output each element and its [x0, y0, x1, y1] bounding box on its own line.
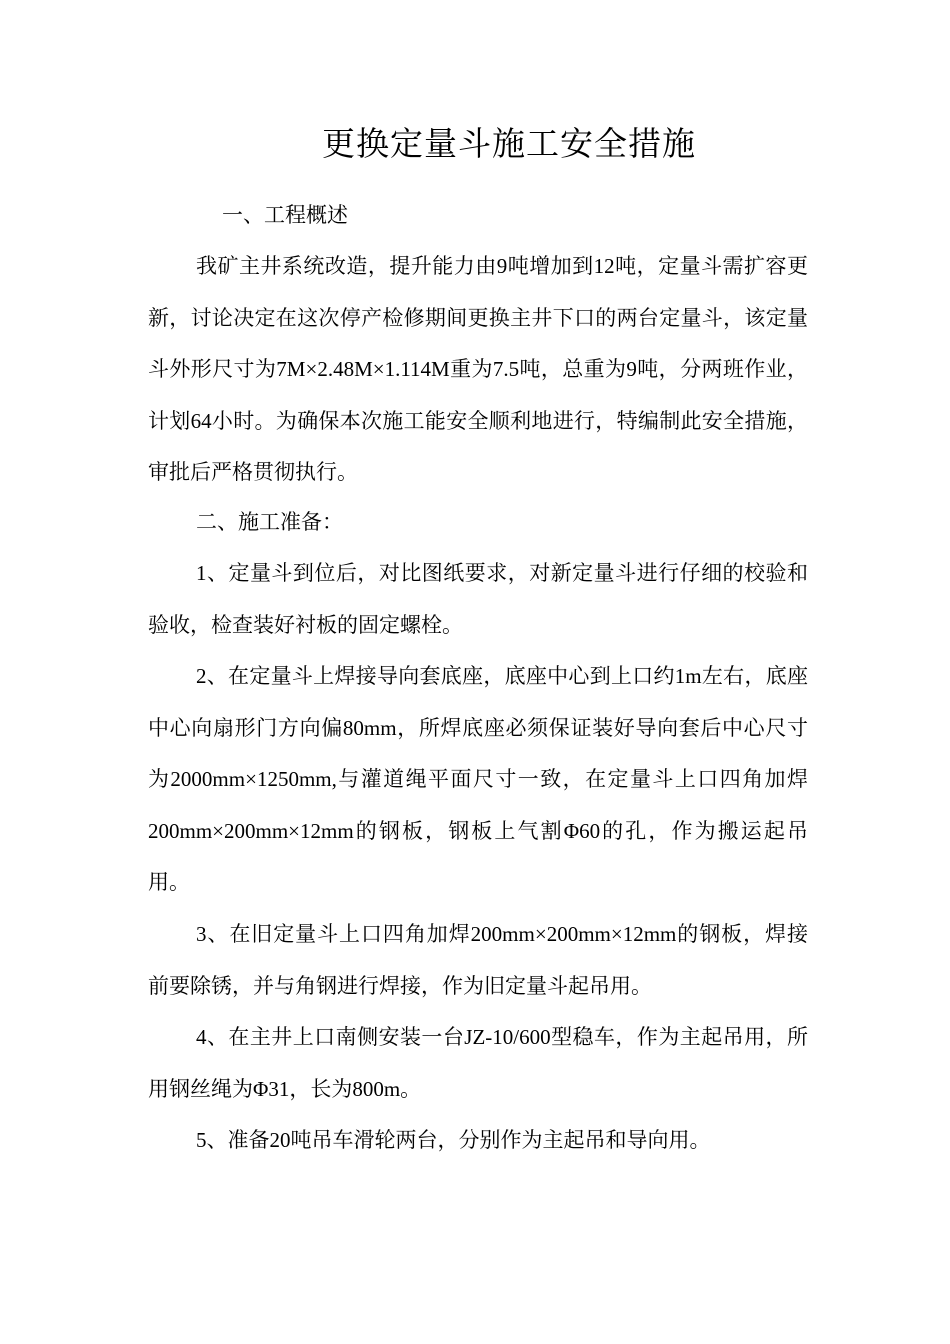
document-title: 更换定量斗施工安全措施	[322, 127, 696, 163]
overview-paragraph: 我矿主井系统改造，提升能力由9吨增加到12吨，定量斗需扩容更新，讨论决定在这次停产检修期间更换主井下口的两台定量斗，该定量斗外形尺寸为7M×2.48M×1.114M重为7.5吨，总重为9吨，分两班作业，计划64小时。为确保本次施工能安全顺利地进行，特编制此安全措施，审批后严格贯彻执行。	[148, 254, 808, 484]
preparation-item-1: 1、定量斗到位后，对比图纸要求，对新定量斗进行仔细的校验和验收，检查装好衬板的固定螺栓。	[148, 561, 808, 637]
section-heading-overview: 一、工程概述	[222, 203, 348, 227]
preparation-item-2: 2、在定量斗上焊接导向套底座，底座中心到上口约1m左右，底座中心向扇形门方向偏80mm，所焊底座必须保证装好导向套后中心尺寸为2000mm×1250mm,与灌道绳平面尺寸一致，在定量斗上口四角加焊200mm×200mm×12mm的钢板，钢板上气割Φ60的孔，作为搬运起吊用。	[148, 664, 808, 894]
preparation-item-3: 3、在旧定量斗上口四角加焊200mm×200mm×12mm的钢板，焊接前要除锈，并与角钢进行焊接，作为旧定量斗起吊用。	[148, 922, 808, 998]
section-heading-preparation: 二、施工准备：	[196, 510, 343, 534]
preparation-item-5: 5、准备20吨吊车滑轮两台，分别作为主起吊和导向用。	[196, 1128, 711, 1152]
preparation-item-4: 4、在主井上口南侧安装一台JZ-10/600型稳车，作为主起吊用，所用钢丝绳为Φ31，长为800m。	[148, 1025, 808, 1101]
